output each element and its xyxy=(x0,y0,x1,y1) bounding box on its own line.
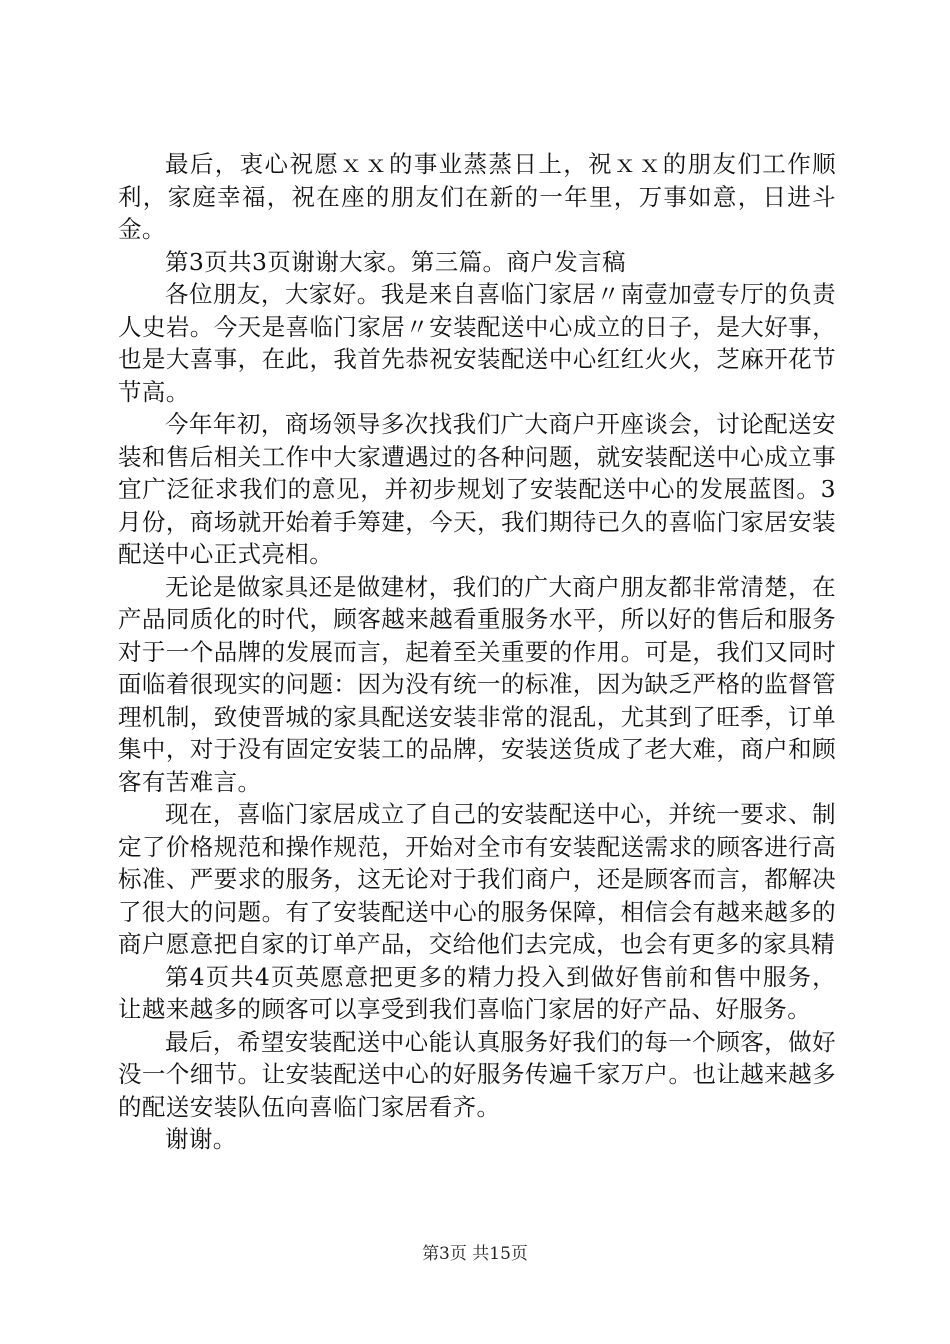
page-number-footer: 第3页 共15页 xyxy=(422,1244,528,1264)
paragraph-hopes: 最后，希望安装配送中心能认真服务好我们的每一个顾客，做好没一个细节。让安装配送中心的好服务传遍千家万户。也让越来越多的配送安装队伍向喜临门家居看齐。 xyxy=(118,1027,836,1121)
paragraph-background: 今年年初，商场领导多次找我们广大商户开座谈会，讨论配送安装和售后相关工作中大家遭遇过的各种问题，就安装配送中心成立事宜广泛征求我们的意见，并初步规划了安装配送中心的发展蓝图。3月份，商场就开始着手筹建，今天，我们期待已久的喜临门家居安装配送中心正式亮相。 xyxy=(118,410,836,568)
paragraph-current-state: 现在，喜临门家居成立了自己的安装配送中心，并统一要求、制定了价格规范和操作规范，开始对全市有安装配送需求的顾客进行高标准、严要求的服务，这无论对于我们商户，还是顾客而言，都解决了很大的问题。有了安装配送中心的服务保障，相信会有越来越多的商户愿意把自家的订单产品，交给他们去完成，也会有更多的家具精 xyxy=(118,800,836,958)
paragraph-continuation: 第4页共4页英愿意把更多的精力投入到做好售前和售中服务，让越来越多的顾客可以享受到我们喜临门家居的好产品、好服务。 xyxy=(118,962,836,1023)
document-body xyxy=(118,148,836,1156)
paragraph-thanks: 谢谢。 xyxy=(165,1125,237,1153)
paragraph-closing-wishes: 最后，衷心祝愿ｘｘ的事业蒸蒸日上，祝ｘｘ的朋友们工作顺利，家庭幸福，祝在座的朋友们在新的一年里，万事如意，日进斗金。 xyxy=(118,150,836,243)
paragraph-greeting: 各位朋友，大家好。我是来自喜临门家居〃南壹加壹专厅的负责人史岩。今天是喜临门家居〃安装配送中心成立的日子，是大好事，也是大喜事，在此，我首先恭祝安装配送中心红红火火，芝麻开花节节高。 xyxy=(118,280,836,406)
paragraph-problems: 无论是做家具还是做建材，我们的广大商户朋友都非常清楚，在产品同质化的时代，顾客越来越看重服务水平，所以好的售后和服务对于一个品牌的发展而言，起着至关重要的作用。可是，我们又同时面临着很现实的问题：因为没有统一的标准，因为缺乏严格的监督管理机制，致使晋城的家具配送安装非常的混乱，尤其到了旺季，订单集中，对于没有固定安装工的品牌，安装送货成了老大难，商户和顾客有苦难言。 xyxy=(118,572,836,796)
paragraph-section-heading: 第3页共3页谢谢大家。第三篇。商户发言稿 xyxy=(165,247,626,276)
